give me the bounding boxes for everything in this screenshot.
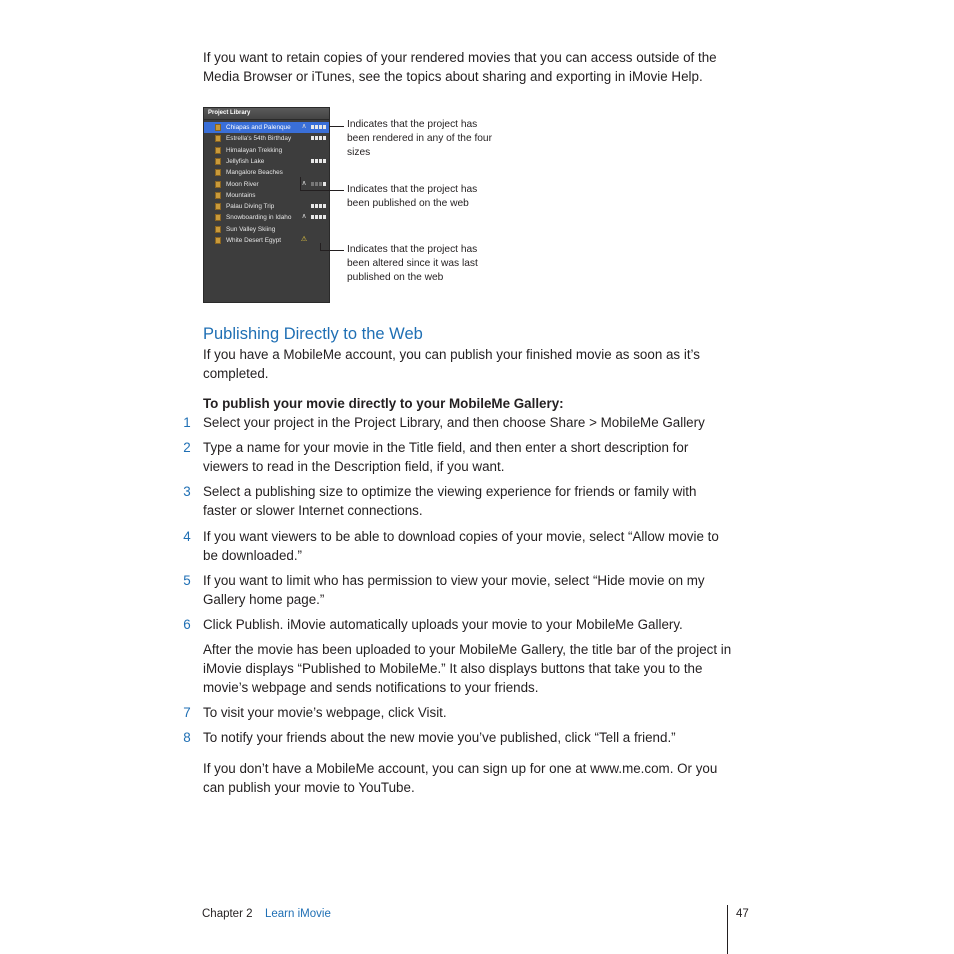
project-library-item[interactable] [204,224,329,235]
rendered-size-dot [315,182,318,186]
footer-chapter-title[interactable]: Learn iMovie [265,908,331,920]
step-text: Select a publishing size to optimize the viewing experience for friends or family with faster or slower Internet connections. [203,484,697,518]
project-library-screenshot [203,107,330,303]
step-text: Type a name for your movie in the Title field, and then enter a short description for viewers to read in the Description field, if you want. [203,440,689,474]
step-number: 1 [183,415,191,430]
step-number: 3 [183,484,191,499]
intro-paragraph: If you want to retain copies of your rendered movies that you can access outside of the Media Browser or iTunes, see the topics about sharing and exporting in iMovie Help. [203,50,717,84]
project-library-item[interactable] [204,133,329,144]
project-name: Moon River [226,180,259,188]
step-number: 2 [183,440,191,455]
project-library-item[interactable] [204,235,329,246]
project-name: Sun Valley Skiing [226,225,276,233]
step-text: If you want to limit who has permission to view your movie, select “Hide movie on my Gallery home page.” [203,573,705,607]
project-name: Mangalore Beaches [226,169,283,177]
rendered-size-dot [323,159,326,163]
page-number: 47 [736,908,749,920]
rendered-size-dot [323,125,326,129]
callout-line-altered-h [320,250,344,251]
rendered-sizes-indicator [311,125,327,130]
project-name: Snowboarding in Idaho [226,214,292,222]
rendered-sizes-indicator [311,204,327,209]
rendered-size-dot [311,159,314,163]
step6-followup: After the movie has been uploaded to your MobileMe Gallery, the title bar of the project in iMovie displays “Published to MobileMe.” It also displays buttons that take you to the movie’s webpage and sends notifications to your friends. [203,642,732,695]
rendered-size-dot [315,159,318,163]
callout-altered: Indicates that the project has been altered since it was last published on the web [347,244,478,283]
section-title: Publishing Directly to the Web [203,325,423,343]
rendered-size-dot [323,204,326,208]
published-altered-icon: ⚠ [300,236,308,243]
step-text: Click Publish. iMovie automatically uploads your movie to your MobileMe Gallery. [203,617,683,632]
project-library-item[interactable] [204,122,329,133]
rendered-size-dot [319,136,322,140]
rendered-size-dot [311,125,314,129]
rendered-size-dot [319,215,322,219]
project-library-item[interactable] [204,179,329,190]
step-number: 6 [183,617,191,632]
rendered-size-dot [323,136,326,140]
rendered-size-dot [319,182,322,186]
project-library-item[interactable] [204,212,329,223]
project-icon [215,169,221,176]
rendered-sizes-indicator [311,182,327,187]
project-library-item[interactable] [204,201,329,212]
footer-divider [727,905,728,954]
project-library-item[interactable] [204,167,329,178]
project-icon [215,124,221,131]
project-icon [215,147,221,154]
project-library-item[interactable] [204,145,329,156]
project-icon [215,158,221,165]
project-library-item[interactable] [204,156,329,167]
rendered-size-dot [323,215,326,219]
rendered-size-dot [315,215,318,219]
rendered-size-dot [323,182,326,186]
published-icon: ∧ [301,213,307,221]
procedure-heading: To publish your movie directly to your MobileMe Gallery: [203,396,564,411]
project-icon [215,181,221,188]
step-number: 7 [183,705,191,720]
project-icon [215,214,221,221]
rendered-size-dot [315,136,318,140]
section-intro: If you have a MobileMe account, you can publish your finished movie as soon as it’s completed. [203,347,700,381]
rendered-sizes-indicator [311,215,327,220]
project-library-header: Project Library [204,108,329,120]
callout-published: Indicates that the project has been published on the web [347,184,478,209]
project-name: Palau Diving Trip [226,203,275,211]
rendered-size-dot [319,125,322,129]
project-name: Chiapas and Palenque [226,124,291,131]
step-text: To visit your movie’s webpage, click Visit. [203,705,447,720]
callout-line-published-v [300,177,301,191]
project-name: Estrella's 54th Birthday [226,135,292,143]
rendered-size-dot [311,182,314,186]
rendered-size-dot [311,215,314,219]
callout-rendered: Indicates that the project has been rendered in any of the four sizes [347,119,492,158]
project-name: Himalayan Trekking [226,146,283,154]
step-text: To notify your friends about the new movie you’ve published, click “Tell a friend.” [203,730,676,745]
rendered-size-dot [319,204,322,208]
rendered-size-dot [315,125,318,129]
footer-chapter: Chapter 2 [202,908,253,920]
rendered-size-dot [315,204,318,208]
rendered-size-dot [311,204,314,208]
rendered-sizes-indicator [311,159,327,164]
project-name: White Desert Egypt [226,237,282,244]
project-library-item[interactable] [204,190,329,201]
rendered-sizes-indicator [311,136,327,141]
project-icon [215,203,221,210]
step-number: 8 [183,730,191,745]
rendered-size-dot [319,159,322,163]
step-text: If you want viewers to be able to download copies of your movie, select “Allow movie to be downloaded.” [203,529,719,563]
published-icon: ∧ [301,123,307,130]
project-name: Mountains [226,191,256,199]
step-text: Select your project in the Project Library, and then choose Share > MobileMe Gallery [203,415,705,430]
rendered-size-dot [311,136,314,140]
closing-paragraph: If you don’t have a MobileMe account, you can sign up for one at www.me.com. Or you can publish your movie to YouTube. [203,761,718,795]
published-icon: ∧ [301,179,307,187]
callout-line-published-h [300,190,344,191]
project-icon [215,237,221,244]
project-icon [215,192,221,199]
step-number: 5 [183,573,191,588]
step-number: 4 [183,529,191,544]
project-icon [215,226,221,233]
project-icon [215,135,221,142]
project-name: Jellyfish Lake [226,157,265,165]
callout-line-rendered [329,126,344,127]
